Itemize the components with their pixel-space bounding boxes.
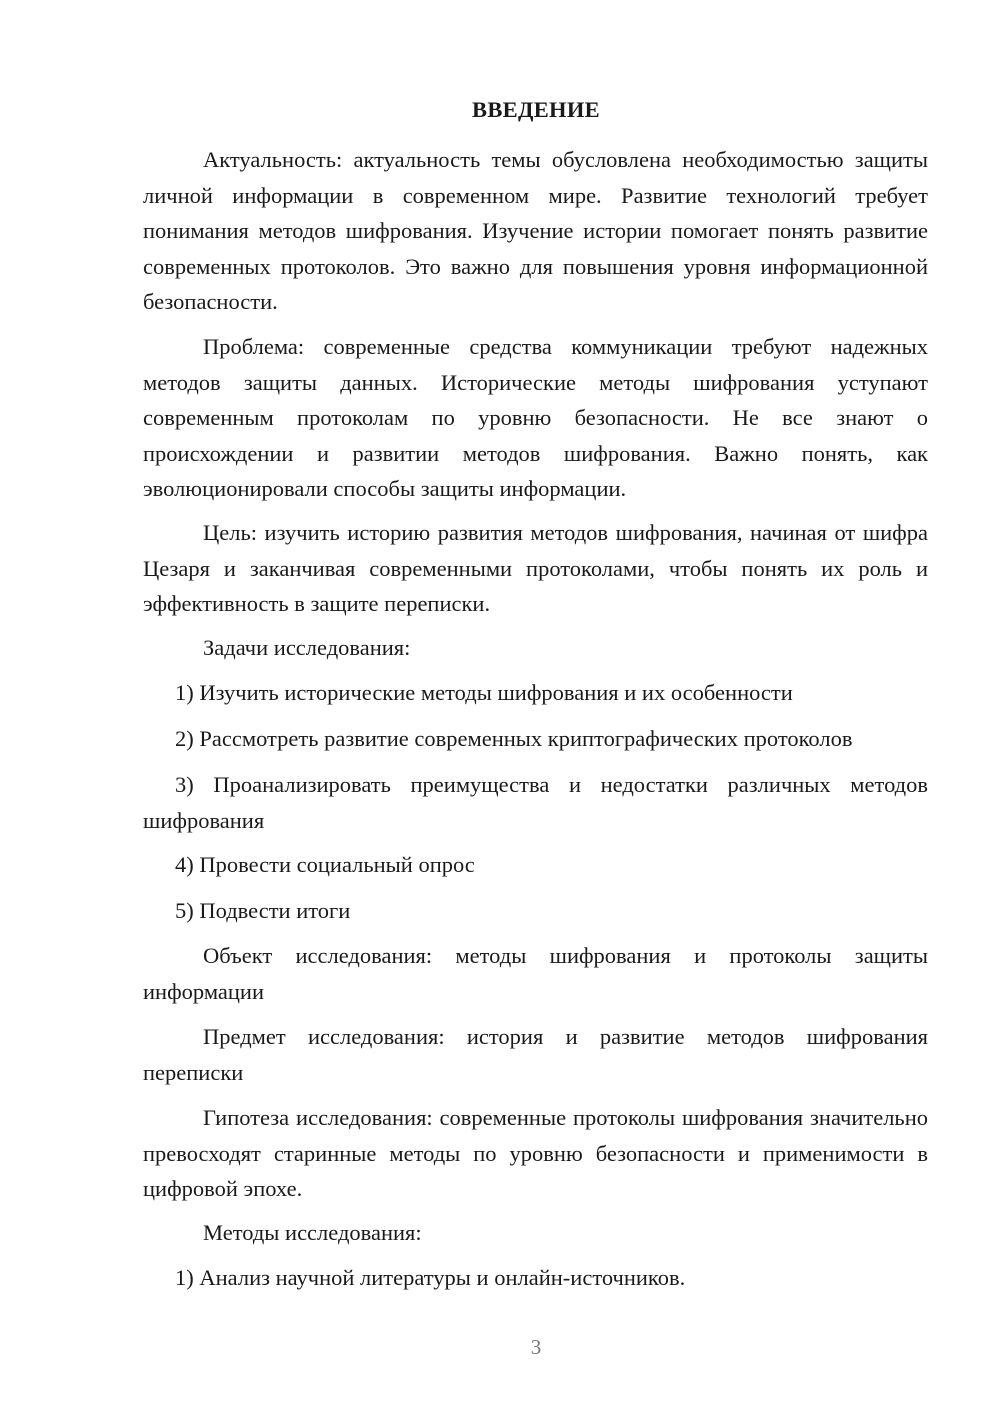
hypothesis-paragraph: Гипотеза исследования: современные протоколы шифрования значительно превосходят старинные методы по уровню безопасности и применимости в цифровой эпохе.: [143, 1105, 928, 1201]
task-item-4: 4) Провести социальный опрос: [175, 852, 475, 877]
task-item-5: 5) Подвести итоги: [175, 898, 351, 923]
relevance-paragraph: Актуальность: актуальность темы обусловлена необходимостью защиты личной информации в современном мире. Развитие технологий требует понимания методов шифрования. Изучение истории помогает понять развитие современных протоколов. Это важно для повышения уровня информационной безопасности.: [143, 147, 928, 314]
object-paragraph: Объект исследования: методы шифрования и протоколы защиты информации: [143, 943, 928, 1004]
task-item-3: 3) Проанализировать преимущества и недостатки различных методов шифрования: [143, 772, 928, 833]
tasks-heading: Задачи исследования:: [203, 635, 411, 660]
task-item-1: 1) Изучить исторические методы шифрования и их особенности: [175, 680, 793, 705]
problem-paragraph: Проблема: современные средства коммуникации требуют надежных методов защиты данных. Исторические методы шифрования уступают современным протоколам по уровню безопасности. Не все знают о происхождении и развитии методов шифрования. Важно понять, как эволюционировали способы защиты информации.: [143, 334, 928, 501]
page-title: ВВЕДЕНИЕ: [472, 97, 600, 122]
page-number: 3: [530, 1335, 542, 1359]
method-item-1: 1) Анализ научной литературы и онлайн-источников.: [175, 1265, 686, 1290]
task-item-2: 2) Рассмотреть развитие современных криптографических протоколов: [175, 726, 853, 751]
subject-paragraph: Предмет исследования: история и развитие методов шифрования переписки: [143, 1024, 928, 1085]
methods-heading: Методы исследования:: [203, 1220, 422, 1245]
goal-paragraph: Цель: изучить историю развития методов шифрования, начиная от шифра Цезаря и заканчивая современными протоколами, чтобы понять их роль и эффективность в защите переписки.: [143, 520, 928, 616]
